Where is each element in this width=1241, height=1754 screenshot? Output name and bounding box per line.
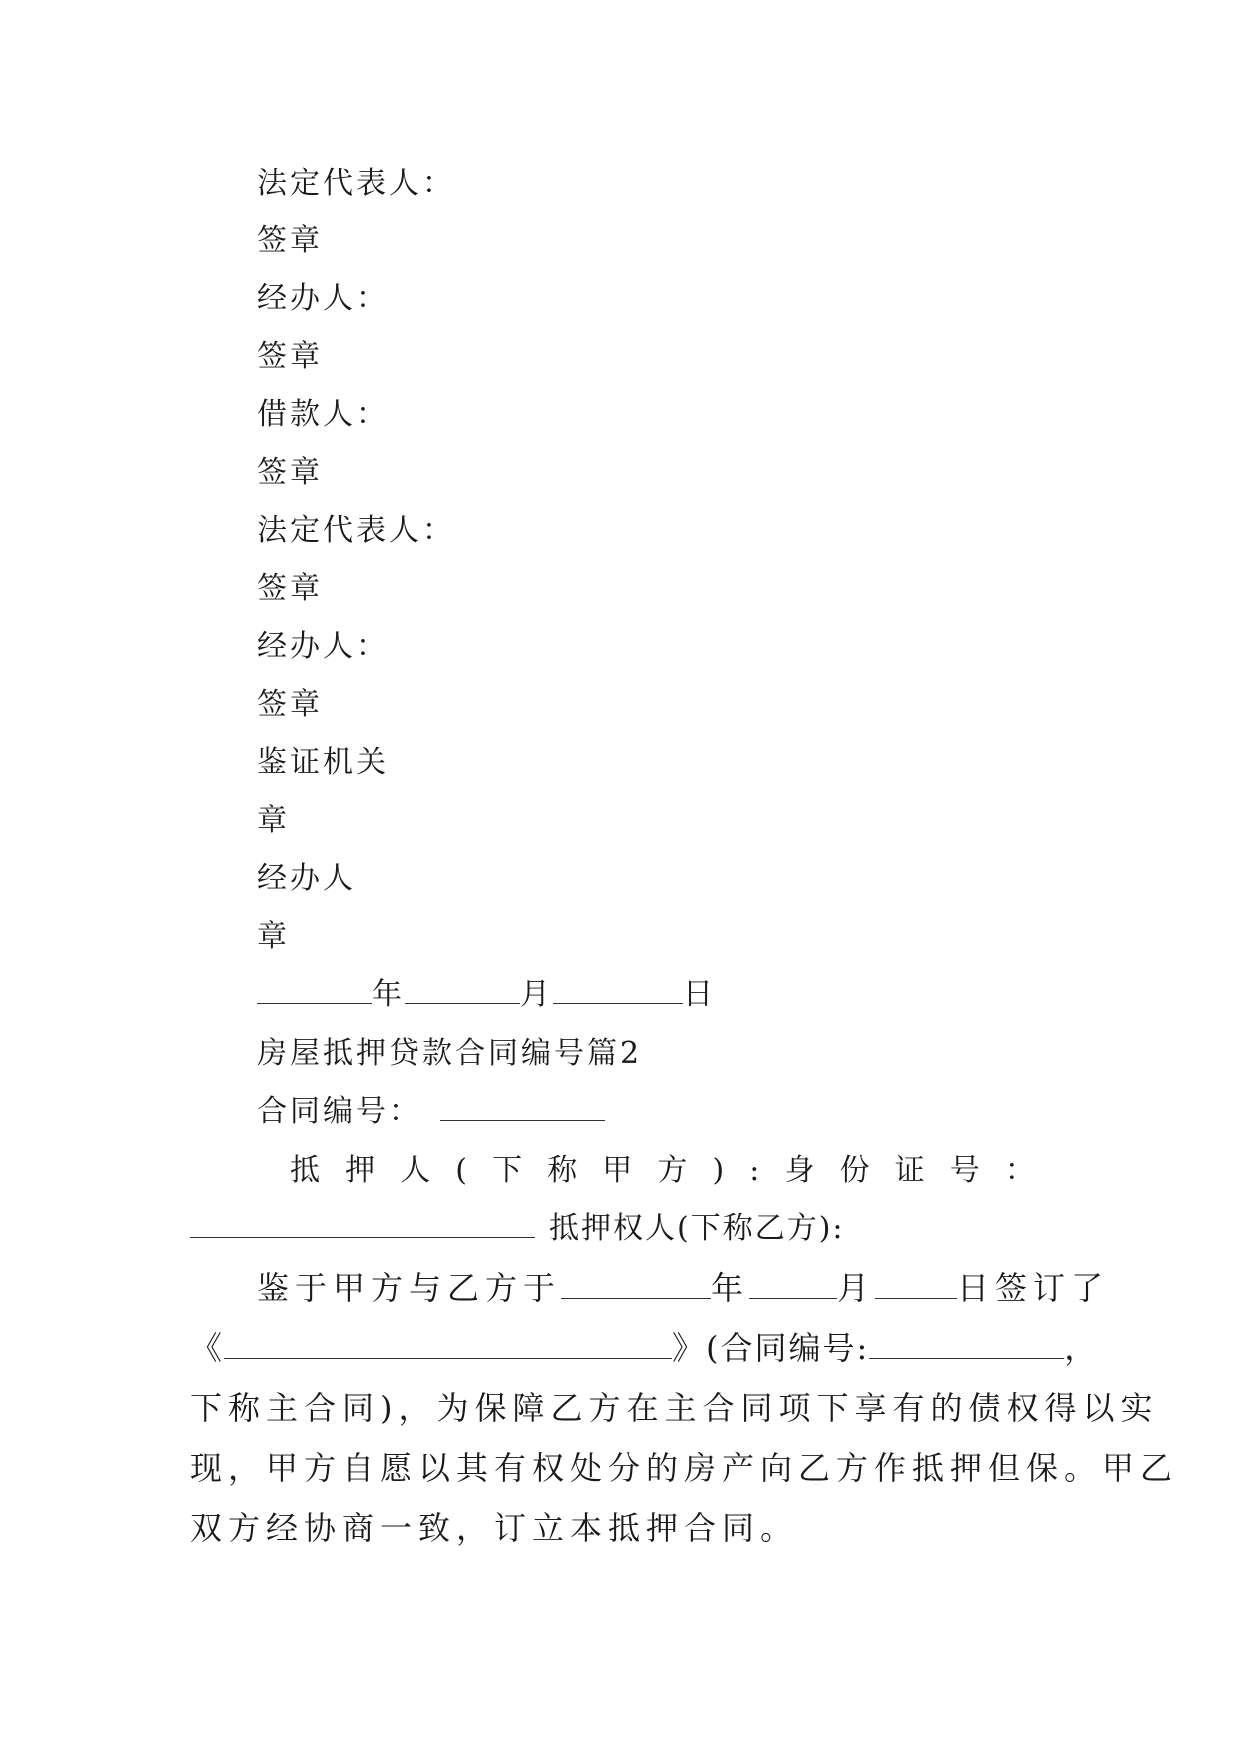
signature-seal-label: 签章 [257, 339, 323, 374]
month-blank [405, 977, 520, 1004]
handler-label: 经办人 [257, 861, 356, 896]
pledgor-char: : [749, 1153, 760, 1188]
pledgor-char: 方 [657, 1153, 688, 1188]
signature-seal-label: 签章 [257, 455, 323, 490]
pledgor-char: ( [455, 1153, 467, 1188]
pledgor-char: 证 [894, 1153, 925, 1188]
para-text: 年 [711, 1269, 750, 1307]
pledgor-char: 称 [547, 1153, 578, 1188]
id-number-blank [190, 1211, 535, 1238]
handler-label: 经办人： [257, 629, 389, 664]
year-label: 年 [372, 977, 405, 1012]
para-text: 》(合同编号: [672, 1329, 870, 1367]
pledgor-char: 下 [492, 1153, 523, 1188]
paragraph-line-1 [257, 1268, 1109, 1308]
contract-number-label: 合同编号： [257, 1094, 422, 1129]
notary-authority-label: 鉴证机关 [257, 745, 389, 780]
para-text: 《 [190, 1329, 225, 1367]
pledgor-char: 号 [949, 1153, 980, 1188]
paragraph-line-4: 现，甲方自愿以其有权处分的房产向乙方作抵押但保。甲乙 [190, 1449, 1179, 1487]
para-text: 日签订了 [957, 1269, 1110, 1307]
month-label: 月 [520, 977, 553, 1012]
pledgor-char: 身 [784, 1153, 815, 1188]
pledgor-char: ) [712, 1153, 725, 1188]
handler-label: 经办人： [257, 281, 389, 316]
legal-rep-label: 法定代表人： [257, 166, 455, 201]
paragraph-line-2 [190, 1328, 1098, 1368]
borrower-label: 借款人： [257, 397, 389, 432]
paragraph-line-3: 下称主合同)，为保障乙方在主合同项下享有的债权得以实 [190, 1389, 1159, 1427]
pledgor-line [290, 1151, 1035, 1191]
para-text: 鉴于甲方与乙方于 [257, 1269, 562, 1307]
para-text: 月 [837, 1269, 876, 1307]
seal-label: 章 [257, 803, 290, 838]
main-contract-name-blank [224, 1332, 672, 1359]
day-blank [553, 977, 683, 1004]
sign-month-blank [749, 1272, 837, 1299]
date-line [257, 975, 716, 1015]
mortgagee-line [190, 1209, 845, 1249]
signature-seal-label: 签章 [257, 223, 323, 258]
sign-day-blank [875, 1272, 957, 1299]
legal-rep-label: 法定代表人： [257, 513, 455, 548]
year-blank [257, 977, 372, 1004]
pledgor-char: ： [1004, 1153, 1035, 1188]
signature-seal-label: 签章 [257, 687, 323, 722]
section-title: 房屋抵押贷款合同编号篇2 [257, 1036, 643, 1071]
seal-label: 章 [257, 919, 290, 954]
day-label: 日 [683, 977, 716, 1012]
para-text: ， [1064, 1329, 1099, 1367]
signature-seal-label: 签章 [257, 571, 323, 606]
pledgor-char: 甲 [602, 1153, 633, 1188]
contract-number-blank [440, 1094, 605, 1121]
mortgagee-label: 抵押权人(下称乙方): [549, 1211, 845, 1246]
pledgor-char: 抵 [290, 1153, 320, 1188]
pledgor-char: 押 [345, 1153, 376, 1188]
pledgor-char: 份 [839, 1153, 870, 1188]
main-contract-number-blank [869, 1332, 1064, 1359]
sign-year-blank [561, 1272, 711, 1299]
pledgor-char: 人 [400, 1153, 431, 1188]
paragraph-line-5: 双方经协商一致，订立本抵押合同。 [190, 1509, 799, 1547]
contract-number-line [257, 1092, 605, 1132]
